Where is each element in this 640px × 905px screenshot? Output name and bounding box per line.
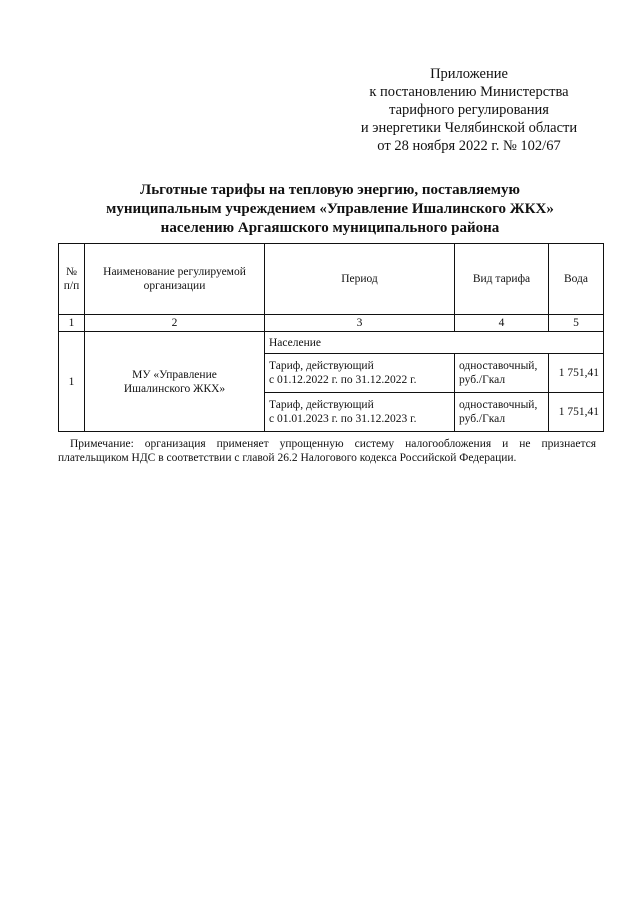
appendix-block (340, 65, 598, 155)
footnote-line: плательщиком НДС в соответствии с главой 26.2 Налогового кодекса Российской Федерации. (58, 452, 517, 464)
tariff-type: одноставочный, руб./Гкал (455, 393, 549, 432)
column-numbers-row (59, 315, 604, 332)
header-period: Период (265, 244, 455, 315)
row-number: 1 (59, 332, 85, 432)
column-number: 1 (59, 315, 85, 332)
header-tariff-type: Вид тарифа (455, 244, 549, 315)
appendix-line: Приложение (430, 66, 508, 82)
appendix-line: от 28 ноября 2022 г. № 102/67 (377, 138, 561, 154)
title-line: Льготные тарифы на тепловую энергию, поставляемую (140, 182, 520, 198)
column-number: 2 (85, 315, 265, 332)
consumer-group: Население (265, 332, 604, 354)
organization-name-text: МУ «Управление Ишалинского ЖКХ» (123, 368, 226, 395)
column-number: 4 (455, 315, 549, 332)
column-number: 5 (549, 315, 604, 332)
table-row (59, 332, 604, 354)
organization-name (85, 332, 265, 432)
appendix-line: к постановлению Министерства (369, 84, 569, 100)
header-water: Вода (549, 244, 604, 315)
appendix-line: тарифного регулирования (389, 102, 549, 118)
tariff-value: 1 751,41 (549, 393, 604, 432)
tariff-period-line2: с 01.01.2023 г. по 31.12.2023 г. (269, 413, 417, 425)
tariff-period (265, 393, 455, 432)
tariff-type: одноставочный, руб./Гкал (455, 354, 549, 393)
document-title (60, 181, 600, 238)
tariff-period-line1: Тариф, действующий (269, 360, 374, 372)
footnote (58, 437, 596, 465)
tariff-period (265, 354, 455, 393)
tariff-period-line2: с 01.12.2022 г. по 31.12.2022 г. (269, 374, 417, 386)
table-header-row (59, 244, 604, 315)
footnote-line: Примечание: организация применяет упрощенную систему налогообложения и не признается (70, 438, 596, 450)
title-line: муниципальным учреждением «Управление Ишалинского ЖКХ» (106, 201, 554, 217)
tariff-table (58, 243, 604, 432)
tariff-period-line1: Тариф, действующий (269, 399, 374, 411)
column-number: 3 (265, 315, 455, 332)
header-organization: Наименование регулируемой организации (85, 244, 265, 315)
appendix-line: и энергетики Челябинской области (360, 120, 578, 136)
header-num: № п/п (59, 244, 85, 315)
tariff-value: 1 751,41 (549, 354, 604, 393)
title-line: населению Аргаяшского муниципального района (160, 220, 500, 236)
